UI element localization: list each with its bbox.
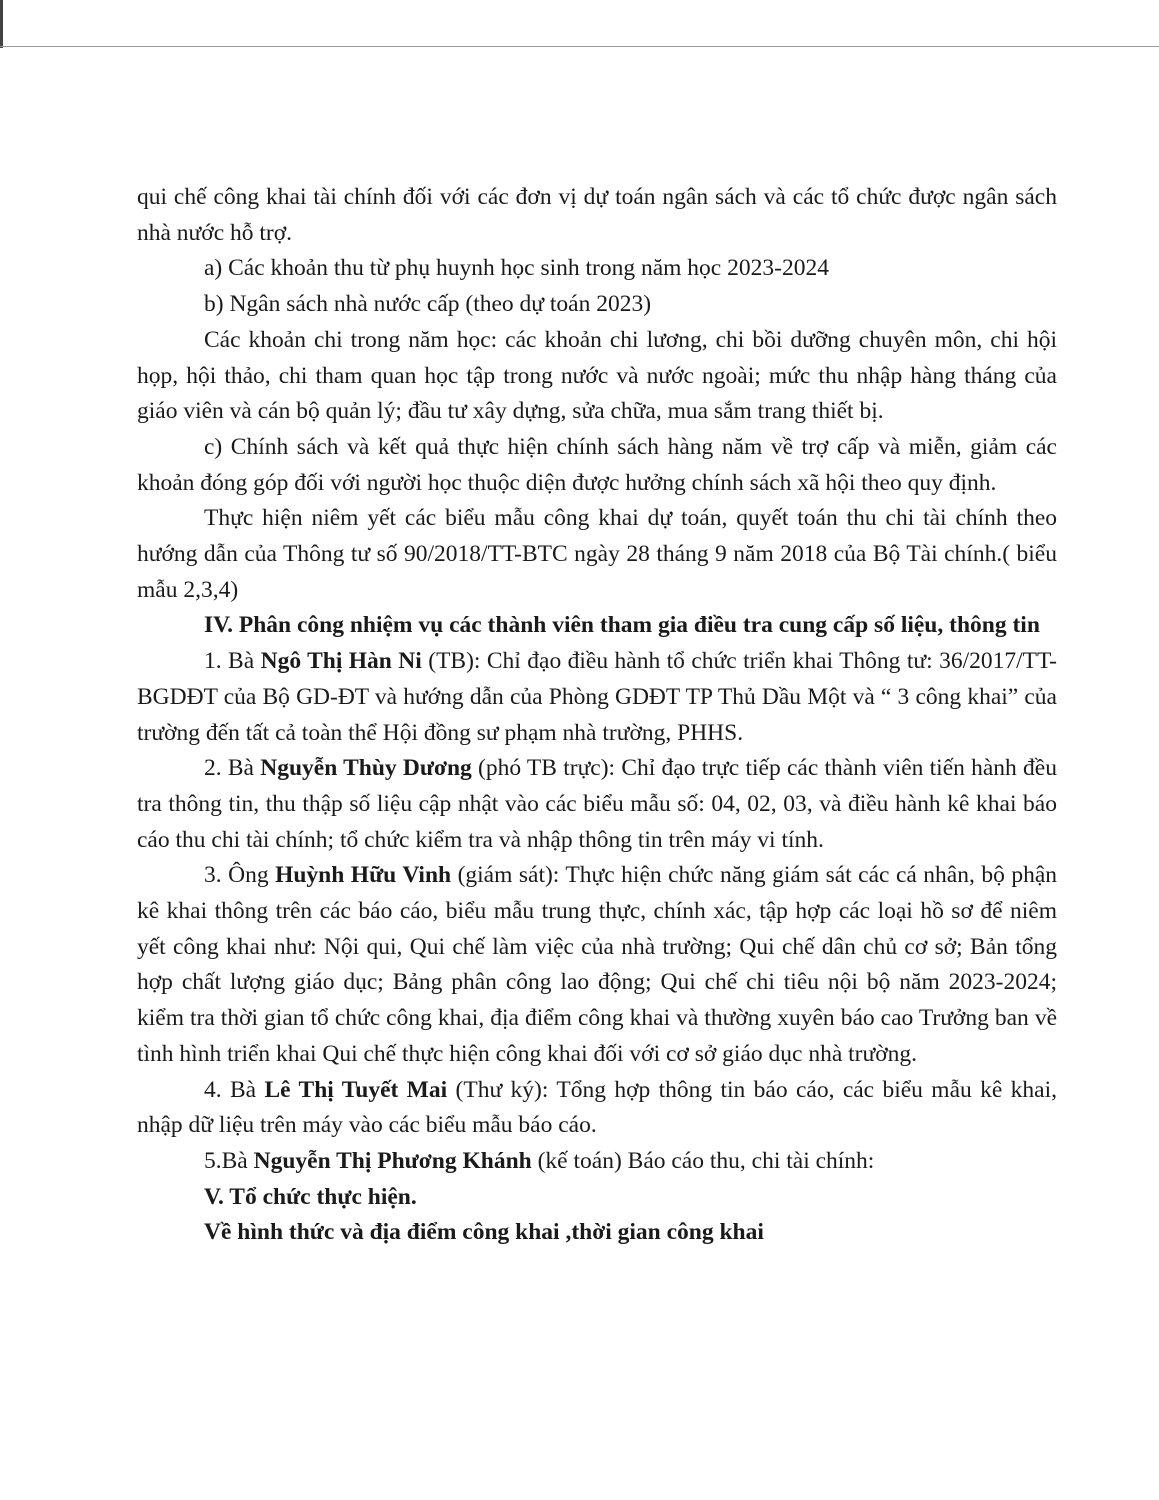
section-5-subheading: Về hình thức và địa điểm công khai ,thời gian công khai — [204, 1219, 764, 1246]
member-4-name: Lê Thị Tuyết Mai — [264, 1076, 448, 1103]
member-1 — [137, 644, 1057, 751]
section-4-heading: IV. Phân công nhiệm vụ các thành viên tham gia điều tra cung cấp số liệu, thông tin — [204, 612, 1040, 639]
paragraph-item-a: a) Các khoản thu từ phụ huynh học sinh trong năm học 2023-2024 — [204, 255, 829, 282]
member-2-prefix: 2. Bà — [204, 755, 261, 782]
paragraph-regulation: qui chế công khai tài chính đối với các đơn vị dự toán ngân sách và các tổ chức được ngân sách nhà nước hỗ trợ. — [137, 184, 1057, 246]
member-2 — [137, 751, 1057, 858]
member-4 — [137, 1073, 1057, 1144]
member-3-duty: (giám sát): Thực hiện chức năng giám sát các cá nhân, bộ phận kê khai thông trên các báo cáo, biểu mẫu trung thực, chính xác, tập hợp các loại hồ sơ để niêm yết công khai như: Nội qui, Qui chế làm việc của nhà trường; Qui chế dân chủ cơ sở; Bản tổng hợp chất lượng giáo dục; Bảng phân công lao động; Qui chế chi tiêu nội bộ năm 2023-2024; kiểm tra thời gian tổ chức công khai, địa điểm công khai và thường xuyên báo cao Trưởng ban về tình hình triển khai Qui chế thực hiện công khai đối với cơ sở giáo dục nhà trường. — [137, 862, 1058, 1067]
scan-border-left — [0, 0, 3, 48]
member-1-prefix: 1. Bà — [204, 648, 261, 675]
member-4-prefix: 4. Bà — [204, 1076, 265, 1103]
paragraph-posting: Thực hiện niêm yết các biểu mẫu công khai dự toán, quyết toán thu chi tài chính theo hướng dẫn của Thông tư số 90/2018/TT-BTC ngày 28 tháng 9 năm 2018 của Bộ Tài chính.( biểu mẫu 2,3,4) — [137, 505, 1057, 603]
member-4-duty: (Thư ký): Tổng hợp thông tin báo cáo, các biểu mẫu kê khai, nhập dữ liệu trên máy vào các biểu mẫu báo cáo. — [137, 1076, 1058, 1139]
member-3 — [137, 858, 1057, 1072]
member-2-duty: (phó TB trực): Chỉ đạo trực tiếp các thành viên tiến hành đều tra thông tin, thu thập số liệu cập nhật vào các biểu mẫu số: 04, 02, 03, và điều hành kê khai báo cáo thu chi tài chính; tổ chức kiểm tra và nhập thông tin trên máy vi tính. — [137, 755, 1057, 853]
member-1-duty: (TB): Chỉ đạo điều hành tổ chức triển khai Thông tư: 36/2017/TT-BGDĐT của Bộ GD-ĐT và hướng dẫn của Phòng GDĐT TP Thủ Dầu Một và “ 3 công khai” của trường đến tất cả toàn thể Hội đồng sư phạm nhà trường, PHHS. — [137, 648, 1058, 746]
paragraph-item-c: c) Chính sách và kết quả thực hiện chính sách hàng năm về trợ cấp và miễn, giảm các khoản đóng góp đối với người học thuộc diện được hưởng chính sách xã hội theo quy định. — [137, 433, 1057, 496]
paragraph-expenses: Các khoản chi trong năm học: các khoản chi lương, chi bồi dưỡng chuyên môn, chi hội họp, hội thảo, chi tham quan học tập trong nước và nước ngoài; mức thu nhập hàng tháng của giáo viên và cán bộ quản lý; đầu tư xây dựng, sửa chữa, mua sắm trang thiết bị. — [137, 326, 1057, 425]
member-1-name: Ngô Thị Hàn Ni — [260, 648, 422, 675]
member-3-prefix: 3. Ông — [204, 862, 276, 889]
member-5 — [137, 1144, 1057, 1180]
scan-border-top — [0, 46, 1159, 47]
member-5-duty: (kế toán) Báo cáo thu, chi tài chính: — [531, 1147, 875, 1174]
member-3-name: Huỳnh Hữu Vinh — [275, 862, 452, 889]
section-5-heading: V. Tổ chức thực hiện. — [204, 1183, 417, 1210]
member-2-name: Nguyễn Thùy Dương — [260, 755, 472, 782]
member-5-prefix: 5.Bà — [204, 1147, 254, 1174]
document-page — [137, 180, 1057, 1251]
paragraph-item-b: b) Ngân sách nhà nước cấp (theo dự toán 2023) — [204, 291, 652, 318]
member-5-name: Nguyễn Thị Phương Khánh — [253, 1147, 532, 1174]
